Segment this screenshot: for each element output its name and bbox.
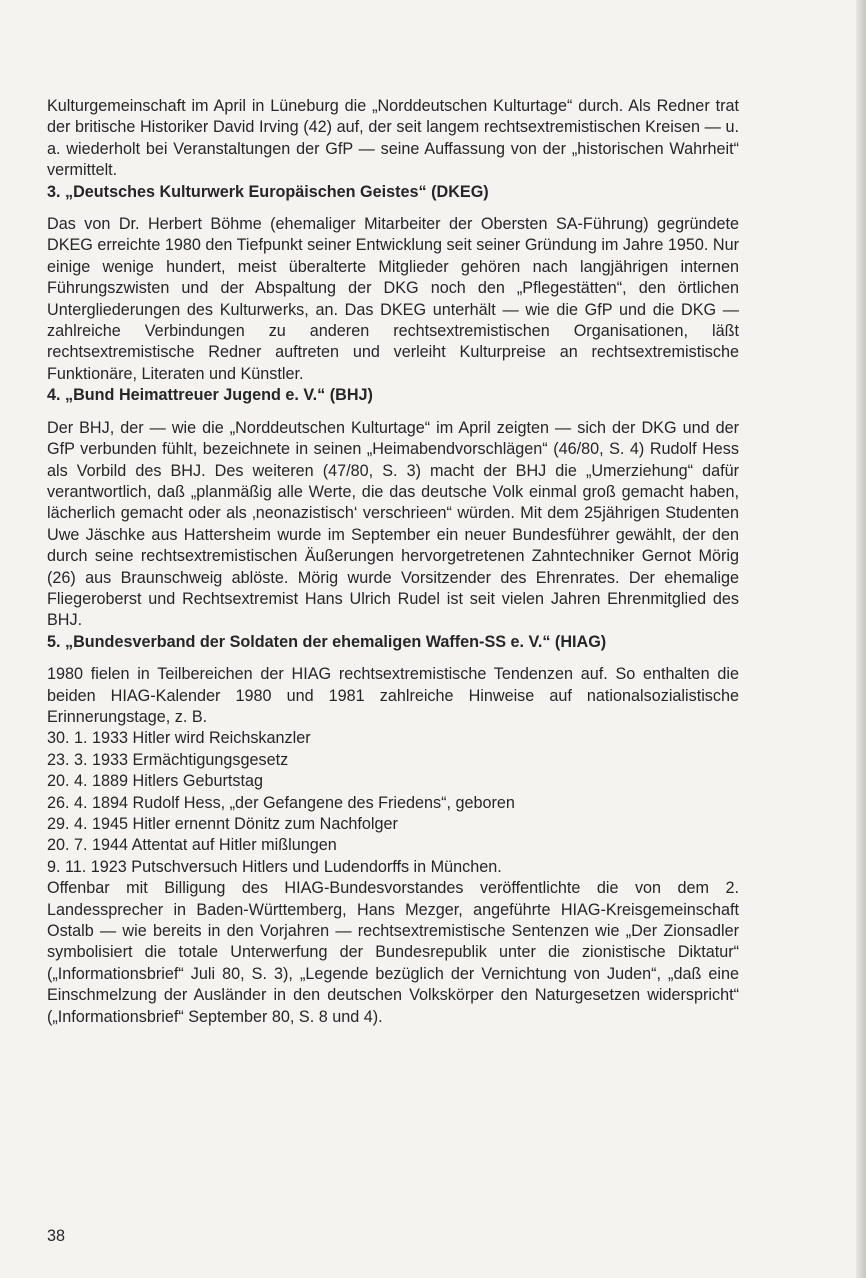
page-number: 38	[47, 1227, 66, 1245]
list-item: 26. 4. 1894 Rudolf Hess, „der Gefangene des Friedens“, geboren	[47, 793, 515, 812]
section-5-body: 1980 fielen in Teilbereichen der HIAG rechtsextremistische Tendenzen auf. So enthalten die beiden HIAG-Kalender 1980 und 1981 zahlreiche Hinweise auf nationalsozialistische Erinnerungstage, z. B.	[47, 665, 739, 726]
section-3-heading: 3. „Deutsches Kulturwerk Europäischen Geistes“ (DKEG)	[47, 182, 489, 201]
intro-paragraph: Kulturgemeinschaft im April in Lüneburg die „Norddeutschen Kulturtage“ durch. Als Redner trat der britische Historiker David Irving (42) auf, der seit langem rechtsextremistischen Kreisen — u. a. wiederholt bei Veranstaltungen der GfP — seine Auffassung von der „historischen Wahrheit“ vermittelt.	[47, 97, 739, 180]
memorial-dates-list	[47, 728, 739, 878]
section-3-body: Das von Dr. Herbert Böhme (ehemaliger Mitarbeiter der Obersten SA-Führung) gegründete DKEG erreichte 1980 den Tiefpunkt seiner Entwicklung seit seiner Gründung im Jahre 1950. Nur einige wenige hundert, meist überalterte Mitglieder gehören nach langjährigen internen Führungszwisten und der Abspaltung der DKG noch den „Pflegestätten“, den örtlichen Untergliederungen des Kulturwerks, an. Das DKEG unterhält — wie die GfP und die DKG — zahlreiche Verbindungen zu anderen rechtsextremistischen Organisationen, läßt rechtsextremistische Redner auftreten und verleiht Kulturpreise an rechtsextremistische Funktionäre, Literaten und Künstler.	[47, 215, 739, 383]
section-4-heading: 4. „Bund Heimattreuer Jugend e. V.“ (BHJ)	[47, 386, 373, 405]
list-item: 23. 3. 1933 Ermächtigungsgesetz	[47, 750, 289, 769]
list-item: 29. 4. 1945 Hitler ernennt Dönitz zum Nachfolger	[47, 815, 398, 833]
list-item: 9. 11. 1923 Putschversuch Hitlers und Ludendorffs in München.	[47, 857, 502, 876]
list-item: 20. 7. 1944 Attentat auf Hitler mißlungen	[47, 836, 337, 855]
section-5-closing: Offenbar mit Billigung des HIAG-Bundesvorstandes veröffentlichte die von dem 2. Landessprecher in Baden-Württemberg, Hans Mezger, angeführte HIAG-Kreisgemeinschaft Ostalb — wie bereits in den Vorjahren — rechtsextremistische Sentenzen wie „Der Zionsadler symbolisiert die totale Unterwerfung der Bundesrepublik unter die zionistische Diktatur“ („Informationsbrief“ Juli 80, S. 3), „Legende bezüglich der Vernichtung von Juden“, „daß eine Einschmelzung der Ausländer in den deutschen Volkskörper den Naturgesetzen widerspricht“ („Informationsbrief“ September 80, S. 8 und 4).	[47, 879, 739, 1026]
list-item: 20. 4. 1889 Hitlers Geburtstag	[47, 772, 263, 791]
list-item: 30. 1. 1933 Hitler wird Reichskanzler	[47, 729, 311, 748]
page-content	[47, 96, 739, 1028]
section-4-body: Der BHJ, der — wie die „Norddeutschen Kulturtage“ im April zeigten — sich der DKG und der GfP verbunden fühlt, bezeichnete in seinen „Heimabendvorschlägen“ (46/80, S. 4) Rudolf Hess als Vorbild des BHJ. Des weiteren (47/80, S. 3) macht der BHJ die „Umerziehung“ dafür verantwortlich, daß „planmäßig alle Werte, die das deutsche Volk einmal groß gemacht haben, lächerlich gemacht oder als ‚neonazistisch‘ verschrieen“ würden. Mit dem 25jährigen Studenten Uwe Jäschke aus Hattersheim wurde im September ein neuer Bundesführer gewählt, der den durch seine rechtsextremistischen Äußerungen hervorgetretenen Zahntechniker Gernot Mörig (26) aus Braunschweig ablöste. Mörig wurde Vorsitzender des Ehrenrates. Der ehemalige Fliegeroberst und Rechtsextremist Hans Ulrich Rudel ist seit vielen Jahren Ehrenmitglied des BHJ.	[47, 418, 739, 630]
section-5-heading: 5. „Bundesverband der Soldaten der ehemaligen Waffen-SS e. V.“ (HIAG)	[47, 632, 607, 651]
page-edge-shadow	[856, 0, 866, 1278]
